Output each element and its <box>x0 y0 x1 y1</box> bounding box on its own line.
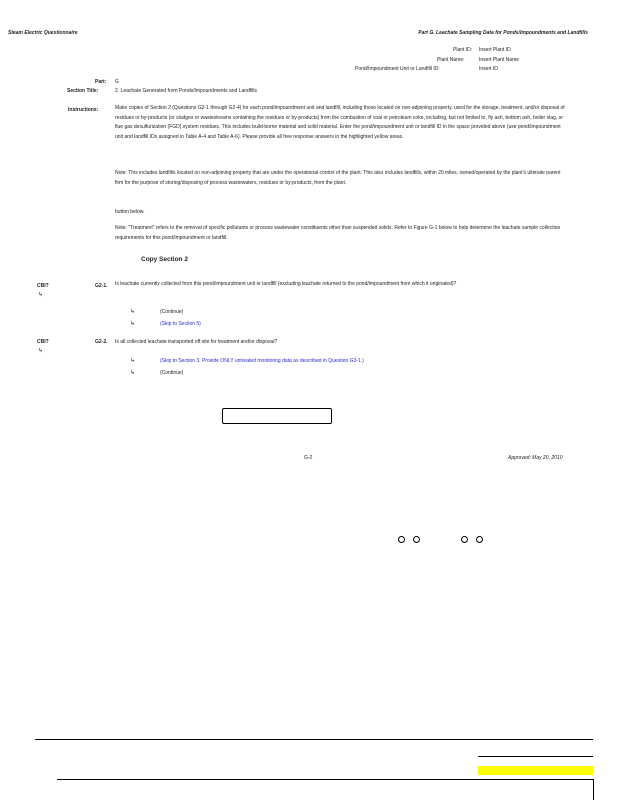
option-arrow-icon: ↳ <box>130 370 136 376</box>
divider-line <box>57 779 593 780</box>
option-skip-link-q1[interactable]: (Skip to Section 5) <box>160 321 201 327</box>
divider-line <box>35 739 593 740</box>
divider-line-vertical <box>593 779 594 800</box>
part-value: G <box>115 79 119 85</box>
pond-id-field[interactable]: Insert ID <box>479 66 498 72</box>
section-title-label: Section Title: <box>67 88 99 94</box>
option-arrow-icon: ↳ <box>130 358 136 364</box>
action-button[interactable] <box>222 408 332 424</box>
header-left: Steam Electric Questionnaire <box>8 30 78 36</box>
option-arrow-icon: ↳ <box>130 309 136 315</box>
cbi-label-q1: CBI? <box>37 283 49 289</box>
option-continue-q1[interactable]: (Continue) <box>160 309 184 315</box>
plant-id-label: Plant ID: <box>453 47 473 53</box>
copy-section-button[interactable]: Copy Section 2 <box>141 256 188 263</box>
divider-line <box>478 756 593 757</box>
radio-button[interactable] <box>398 536 405 543</box>
question-text-g2-2: Is all collected leachate transported off site for treatment and/or disposal? <box>115 339 278 345</box>
pond-id-label: Pond/Impoundment Unit or Landfill ID: <box>355 66 440 72</box>
option-skip-link-q2[interactable]: (Skip to Section 3. Provide ONLY untreated monitoring data as described in Question G3-1.) <box>160 358 364 364</box>
instructions-paragraph-1: Make copies of Section 2 (Questions G2-1 through G2-4) for each pond/impoundment unit and landfill, including those located on non-adjoining property, used for the storage, treatment, and/or disposal of residues or by-products (or sludges or wastestreams containing the residues or by-products) from the combustion of coal or petroleum coke, including, but not limited to, fly ash, bottom ash, boiler slag, or flue gas desulfurization (FGD) system residues. This includes build-borne material and solid material. Enter the pond/impoundment unit or landfill ID in the space provided above (use pond/impoundment unit and landfill IDs assigned in Table A-4 and Table A-6). Please provide all free response answers in the highlighted yellow areas. <box>115 105 565 140</box>
radio-button[interactable] <box>476 536 483 543</box>
radio-button[interactable] <box>461 536 468 543</box>
instructions-label: Instructions: <box>68 107 99 113</box>
cbi-label-q2: CBI? <box>37 339 49 345</box>
option-arrow-icon: ↳ <box>130 321 136 327</box>
plant-name-field[interactable]: Insert Plant Name <box>479 57 520 63</box>
cbi-checkbox-q1[interactable]: ↳ <box>38 292 44 298</box>
question-number-g2-2: G2-2. <box>95 339 108 345</box>
part-label: Part: <box>95 79 107 85</box>
instructions-note-2: Note: "Treatment" refers to the removal of specific pollutants or process wastewater constituents other than suspended solids. Refer to Figure G-1 below to help determine the leachate sample collection requirements for this pond/impoundment or landfill. <box>115 225 561 241</box>
plant-id-field[interactable]: Insert Plant ID <box>479 47 511 53</box>
radio-button[interactable] <box>413 536 420 543</box>
page-number: G-2 <box>304 455 313 461</box>
highlighted-response-field[interactable] <box>478 766 593 775</box>
section-title-value: 2. Leachate Generated from Ponds/Impoundments and Landfills <box>115 88 258 94</box>
option-continue-q2[interactable]: (Continue) <box>160 370 184 376</box>
question-text-g2-1: Is leachate currently collected from this pond/impoundment unit or landfill (excluding leachate returned to the pond/impoundment from which it originated)? <box>115 281 457 287</box>
instructions-note-1: Note: This includes landfills located on non-adjoining property that are under the operational control of the plant. This also includes landfills, within 20 miles, owned/operated by the plant's ultimate parent firm for the purpose of storing/disposing of process wastewaters, residues or by-products, from the plant. <box>115 170 561 186</box>
cbi-checkbox-q2[interactable]: ↳ <box>38 348 44 354</box>
instructions-paragraph-3: button below. <box>115 209 145 215</box>
question-number-g2-1: G2-1. <box>95 283 108 289</box>
header-right: Part G. Leachate Sampling Data for Ponds/Impoundments and Landfills <box>418 30 588 36</box>
plant-name-label: Plant Name: <box>437 57 465 63</box>
approved-date: Approved: May 20, 2010 <box>508 455 563 461</box>
